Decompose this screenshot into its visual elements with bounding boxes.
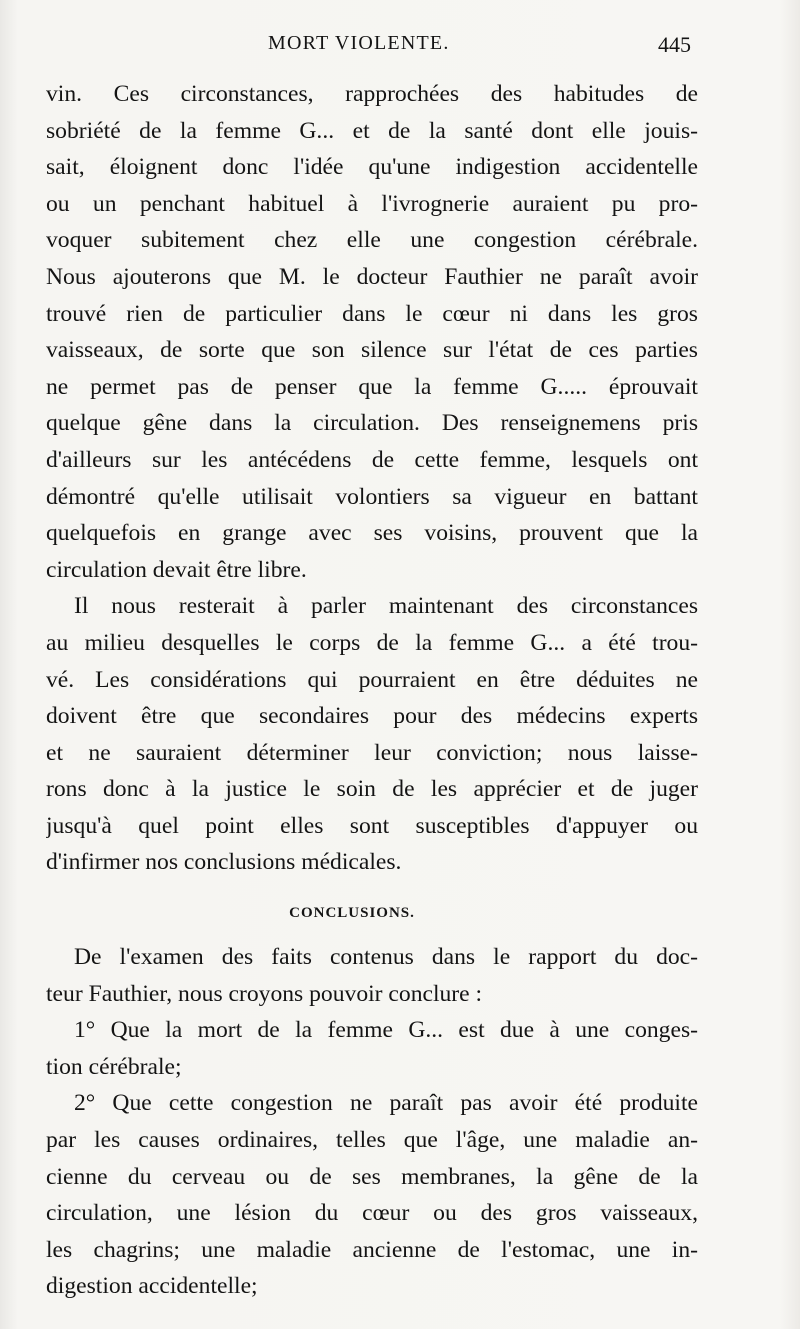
paragraph (46, 588, 698, 881)
text-line: quelquefois en grange avec ses voisins, prouvent que la (46, 520, 698, 547)
spacer (46, 881, 698, 895)
text-line: De l'examen des faits contenus dans le rapport du doc- (74, 944, 698, 971)
paragraph (46, 939, 698, 1012)
text-line: tion cérébrale; (46, 1053, 182, 1080)
conclusion-item (46, 1012, 698, 1085)
conclusion-item (46, 1085, 698, 1305)
text-line: trouvé rien de particulier dans le cœur ni dans les gros (46, 300, 698, 327)
text-line: 1° Que la mort de la femme G... est due à une conges- (74, 1017, 698, 1044)
running-title: MORT VIOLENTE. (268, 32, 450, 54)
text-line: teur Fauthier, nous croyons pouvoir conclure : (46, 980, 483, 1007)
text-line: circulation, une lésion du cœur ou des gros vaisseaux, (46, 1200, 698, 1227)
section-heading: CONCLUSIONS. (289, 905, 415, 922)
text-line: sobriété de la femme G... et de la santé dont elle jouis- (46, 117, 698, 144)
text-line: quelque gêne dans la circulation. Des renseignemens pris (46, 410, 698, 437)
body-text (46, 76, 698, 1305)
text-line: rons donc à la justice le soin de les apprécier et de juger (46, 776, 698, 803)
text-line: par les causes ordinaires, telles que l'âge, une maladie an- (46, 1127, 698, 1154)
text-line: voquer subitement chez elle une congestion cérébrale. (46, 227, 698, 254)
page-header (0, 32, 800, 62)
text-line: digestion accidentelle; (46, 1273, 258, 1300)
text-line: doivent être que secondaires pour des médecins experts (46, 703, 698, 730)
text-line: Nous ajouterons que M. le docteur Fauthier ne paraît avoir (46, 263, 698, 290)
text-line: cienne du cerveau ou de ses membranes, la gêne de la (46, 1163, 698, 1190)
text-line: vaisseaux, de sorte que son silence sur l'état de ces parties (46, 337, 698, 364)
text-line: jusqu'à quel point elles sont susceptibles d'appuyer ou (46, 812, 698, 839)
text-line: Il nous resterait à parler maintenant des circonstances (74, 593, 698, 620)
spacer (46, 931, 698, 939)
text-line: vé. Les considérations qui pourraient en être déduites ne (46, 666, 698, 693)
page-number: 445 (658, 32, 691, 57)
text-line: d'ailleurs sur les antécédens de cette femme, lesquels ont (46, 446, 698, 473)
text-line: circulation devait être libre. (46, 556, 307, 583)
text-line: 2° Que cette congestion ne paraît pas avoir été produite (74, 1090, 698, 1117)
text-line: démontré qu'elle utilisait volontiers sa vigueur en battant (46, 483, 698, 510)
text-line: vin. Ces circonstances, rapprochées des habitudes de (46, 81, 698, 107)
text-line: les chagrins; une maladie ancienne de l'estomac, une in- (46, 1236, 698, 1263)
text-line: ne permet pas de penser que la femme G..... éprouvait (46, 373, 698, 400)
paragraph (46, 76, 698, 588)
text-line: au milieu desquelles le corps de la femme G... a été trou- (46, 629, 698, 656)
text-line: ou un penchant habituel à l'ivrognerie auraient pu pro- (46, 190, 698, 217)
text-line: sait, éloignent donc l'idée qu'une indigestion accidentelle (46, 154, 698, 181)
text-line: et ne sauraient déterminer leur conviction; nous laisse- (46, 739, 698, 766)
text-line: d'infirmer nos conclusions médicales. (46, 849, 402, 876)
